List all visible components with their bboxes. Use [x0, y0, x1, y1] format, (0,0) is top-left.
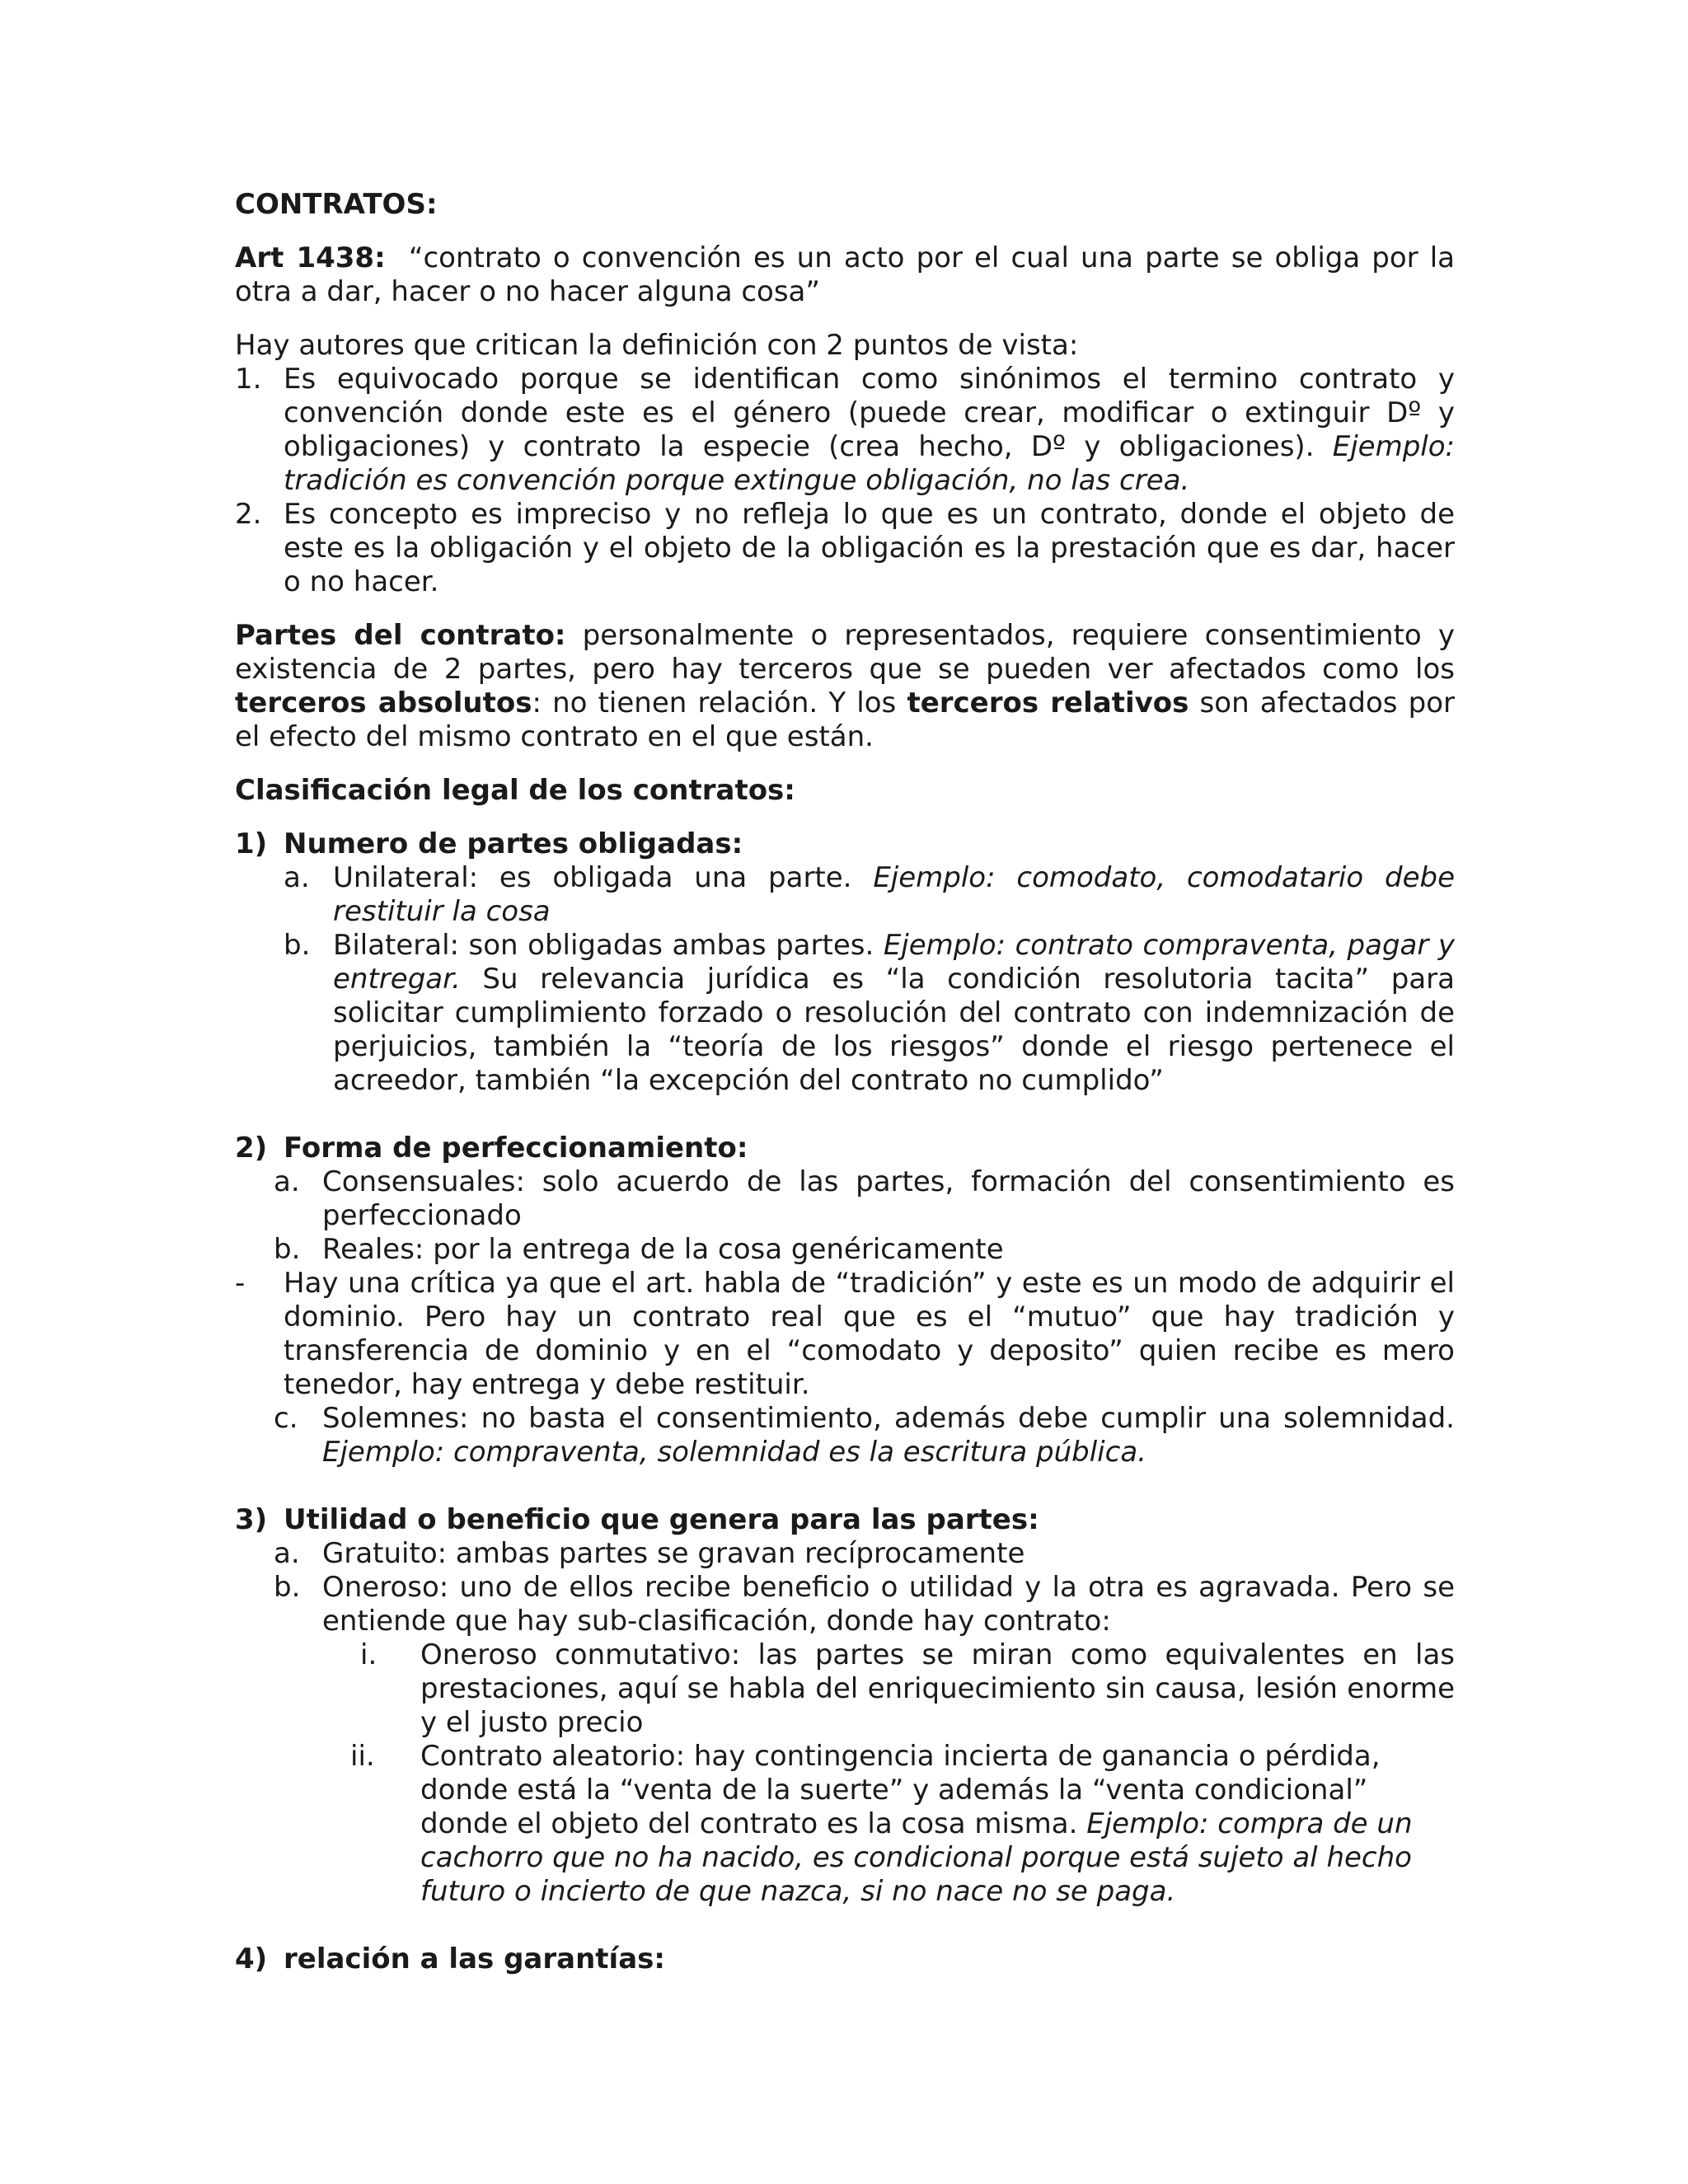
- art-label: Art 1438:: [235, 241, 386, 274]
- list-item: a. Consensuales: solo acuerdo de las partes, formación del consentimiento es perfeccionado: [274, 1165, 1455, 1232]
- list-item: c. Solemnes: no basta el consentimiento, además debe cumplir una solemnidad. Ejemplo: compraventa, solemnidad es la escritura pública.: [274, 1402, 1455, 1469]
- list-item: a. Gratuito: ambas partes se gravan recíprocamente: [274, 1537, 1025, 1570]
- list-marker: 1.: [235, 363, 262, 396]
- list-item: 2. Es concepto es impreciso y no refleja lo que es un contrato, donde el objeto de este es la obligación y el objeto de la obligación es la prestación que es dar, hacer o no hacer.: [235, 498, 1455, 598]
- example-text: Ejemplo: tradición es convención porque extingue obligación, no las crea.: [284, 430, 1455, 497]
- list-item: b. Oneroso: uno de ellos recibe beneficio o utilidad y la otra es agravada. Pero se entiende que hay sub-clasificación, donde hay contrato:: [274, 1571, 1455, 1638]
- partes-paragraph: Partes del contrato: personalmente o representados, requiere consentimiento y existencia de 2 partes, pero hay terceros que se pueden ver afectados como los terceros absolutos: no tienen relación. Y los terceros relativos son afectados por el efecto del mismo contrato en el que están.: [235, 619, 1455, 753]
- critics-intro: Hay autores que critican la definición con 2 puntos de vista:: [235, 329, 1079, 362]
- list-item: ii. Contrato aleatorio: hay contingencia incierta de ganancia o pérdida, donde está la “venta de la suerte” y además la “venta condicional” donde el objeto del contrato es la cosa misma. Ejemplo: compra de un cachorro que no ha nacido, es condicional porque está sujeto al hecho futuro o incierto de que nazca, si no nace no se paga.: [350, 1740, 1413, 1908]
- numbered-heading: 3) Utilidad o beneficio que genera para las partes:: [235, 1503, 1039, 1536]
- art-1438-paragraph: [235, 241, 1455, 309]
- document-title: CONTRATOS:: [235, 188, 438, 221]
- example-text: Ejemplo: contrato compraventa, pagar y entregar.: [333, 929, 1456, 996]
- numbered-heading: 2) Forma de perfeccionamiento:: [235, 1132, 748, 1165]
- numbered-heading: 1) Numero de partes obligadas:: [235, 827, 743, 860]
- example-text: Ejemplo: compraventa, solemnidad es la escritura pública.: [322, 1436, 1146, 1469]
- document-page: [235, 188, 1455, 1976]
- list-item: 1. Es equivocado porque se identifican como sinónimos el termino contrato y convención donde este es el género (puede crear, modificar o extinguir Dº y obligaciones) y contrato la especie (crea hecho, Dº y obligaciones). Ejemplo: tradición es convención porque extingue obligación, no las crea.: [235, 363, 1455, 497]
- example-text: Ejemplo: comodato, comodatario debe restituir la cosa: [333, 861, 1455, 928]
- list-item: b. Bilateral: son obligadas ambas partes. Ejemplo: contrato compraventa, pagar y entregar. Su relevancia jurídica es “la condición resolutoria tacita” para solicitar cumplimiento forzado o resolución del contrato con indemnización de perjuicios, también la “teoría de los riesgos” donde el riesgo pertenece el acreedor, también “la excepción del contrato no cumplido”: [284, 929, 1456, 1097]
- example-text: Ejemplo: compra de un cachorro que no ha nacido, es condicional porque está sujeto al hecho futuro o incierto de que nazca, si no nace no se paga.: [420, 1807, 1413, 1908]
- numbered-heading: 4) relación a las garantías:: [235, 1943, 665, 1975]
- list-item: b. Reales: por la entrega de la cosa genéricamente: [274, 1233, 1004, 1266]
- list-item: - Hay una crítica ya que el art. habla de “tradición” y este es un modo de adquirir el dominio. Pero hay un contrato real que es el “mutuo” que hay tradición y transferencia de dominio y en el “comodato y deposito” quien recibe es mero tenedor, hay entrega y debe restituir.: [235, 1267, 1455, 1401]
- section-heading: Clasificación legal de los contratos:: [235, 774, 795, 807]
- list-item: i. Oneroso conmutativo: las partes se miran como equivalentes en las prestaciones, aquí se habla del enriquecimiento sin causa, lesión enorme y el justo precio: [360, 1638, 1455, 1739]
- art-quote: “contrato o convención es un acto por el cual una parte se obliga por la otra a dar, hacer o no hacer alguna cosa”: [235, 241, 1455, 308]
- list-item: a. Unilateral: es obligada una parte. Ejemplo: comodato, comodatario debe restituir la cosa: [284, 861, 1455, 928]
- list-marker: 2.: [235, 498, 262, 531]
